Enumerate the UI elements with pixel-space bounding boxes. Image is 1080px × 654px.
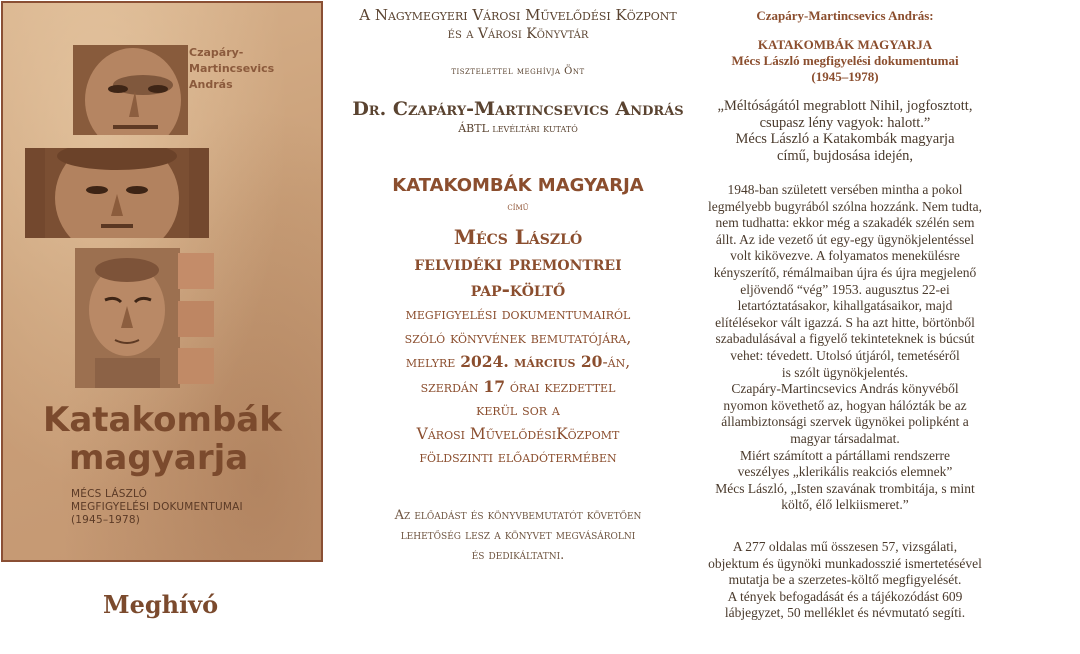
cover-subtitle xyxy=(71,488,311,527)
invitation-caption: Meghívó xyxy=(103,590,219,619)
speaker-role: ÁBTL levéltári kutató xyxy=(458,122,578,135)
foot-line3: és dedikáltatni. xyxy=(471,548,565,563)
poet-line1: Mécs László xyxy=(453,225,583,249)
body-line2: szóló könyvének bemutatójára, xyxy=(404,328,632,347)
cover-subtitle-line2: MEGFIGYELÉSI DOKUMENTUMAI xyxy=(71,501,243,513)
organizer-line2: és a Városi Könyvtár xyxy=(447,26,589,42)
body-line5: kerül sor a xyxy=(476,401,560,419)
event-date: 2024. március 20 xyxy=(460,352,603,371)
event-time-line: szerdán 17 órai kezdettel xyxy=(420,376,616,396)
cover-subtitle-line1: MÉCS LÁSZLÓ xyxy=(71,488,148,500)
cimu-label: című xyxy=(507,202,529,213)
speaker-name: Dr. Czapáry-Martincsevics András xyxy=(352,98,684,120)
book-title: KATAKOMBÁK MAGYARJA xyxy=(392,175,644,196)
event-details xyxy=(338,303,698,470)
portrait-photo-middle xyxy=(25,148,209,238)
cover-decor-square xyxy=(178,301,214,337)
description-paragraph-2: A 277 oldalas mű összesen 57, vizsgálati, objektum és ügynöki munkadosszié ismertetésével mutatja be a szerzetes-költő megfigyelését. A tények befogadását és a tájékozódást 609 lábjegyzet, 50 melléklet és névmutató segíti. xyxy=(708,539,982,621)
description-title: KATAKOMBÁK MAGYARJA Mécs László megfigyelési dokumentumai (1945–1978) xyxy=(731,37,959,84)
book-cover xyxy=(1,1,323,562)
cover-title xyxy=(43,401,323,477)
event-date-line: melyre 2024. március 20-án, xyxy=(405,352,631,371)
organizer-line1: A Nagymegyeri Városi Művelődési Központ xyxy=(359,6,677,24)
poet-line3: pap-költő xyxy=(470,277,566,301)
venue-line2: földszinti előadótermében xyxy=(419,448,617,466)
foot-line1: Az előadást és könyvbemutatót követően xyxy=(394,508,642,523)
poet-block xyxy=(338,224,698,302)
description-author: Czapáry-Martincsevics András: xyxy=(756,8,934,23)
foot-line2: lehetőség lesz a könyvet megvásárolni xyxy=(400,528,636,543)
poem-quote: „Méltóságától megrablott Nihil, jogfosztott, csupasz lény vagyok: halott.” Mécs László a Katakombák magyarja című, bujdosása idején, xyxy=(717,98,973,164)
poet-line2: felvidéki premontrei xyxy=(414,251,622,275)
body-line1: megfigyelési dokumentumairól xyxy=(405,305,631,323)
cover-subtitle-line3: (1945–1978) xyxy=(71,514,141,526)
description-paragraph-1: 1948-ban született versében mintha a pokol legmélyebb bugyrából szólna hozzánk. Nem tudta, nem tudhatta: ekkor még a szakadék szélén sem állt. Az ide vezető út egy-egy ügynökjelentéssel volt kikövezve. A folyamatos menekülésre kényszerítő, rémálmaiban újra és újra megjelenő eljövendő “vég” 1953. augusztus 22-ei letartóztatásakor, kihallgatásaikor, majd elítélésekor vált igazzá. S ha azt hitte, börtönből szabadulásával a figyelő tekinteteknek is búcsút vehet: tévedett. Utolsó útjáról, temetéséről is szólt ügynökjelentés. Czapáry-Martincsevics András könyvéből nyomon követhető az, hogyan hálózták be az állambiztonsági szervek ügynökei polipként a magyar társadalmat. Miért számított a pártállami rendszerre veszélyes „klerikális reakciós elemnek” Mécs László, „Isten szavának trombitája, s mint költő, élő lelkiismeret.” xyxy=(707,182,983,513)
portrait-photo-top xyxy=(73,45,188,135)
cover-decor-square xyxy=(178,348,214,384)
cover-title-line2: magyarja xyxy=(69,438,249,478)
invite-line: tisztelettel meghívja Önt xyxy=(451,66,585,77)
cover-decor-square xyxy=(178,253,214,289)
portrait-photo-bottom xyxy=(75,248,180,388)
cover-author: Czapáry-Martincsevics András xyxy=(189,46,275,91)
cover-title-line1: Katakombák xyxy=(43,400,282,440)
venue-line1: Városi MűvelődésiKözpomt xyxy=(416,424,620,443)
event-time: 17 xyxy=(483,376,505,396)
invitation-footnote xyxy=(338,506,698,566)
